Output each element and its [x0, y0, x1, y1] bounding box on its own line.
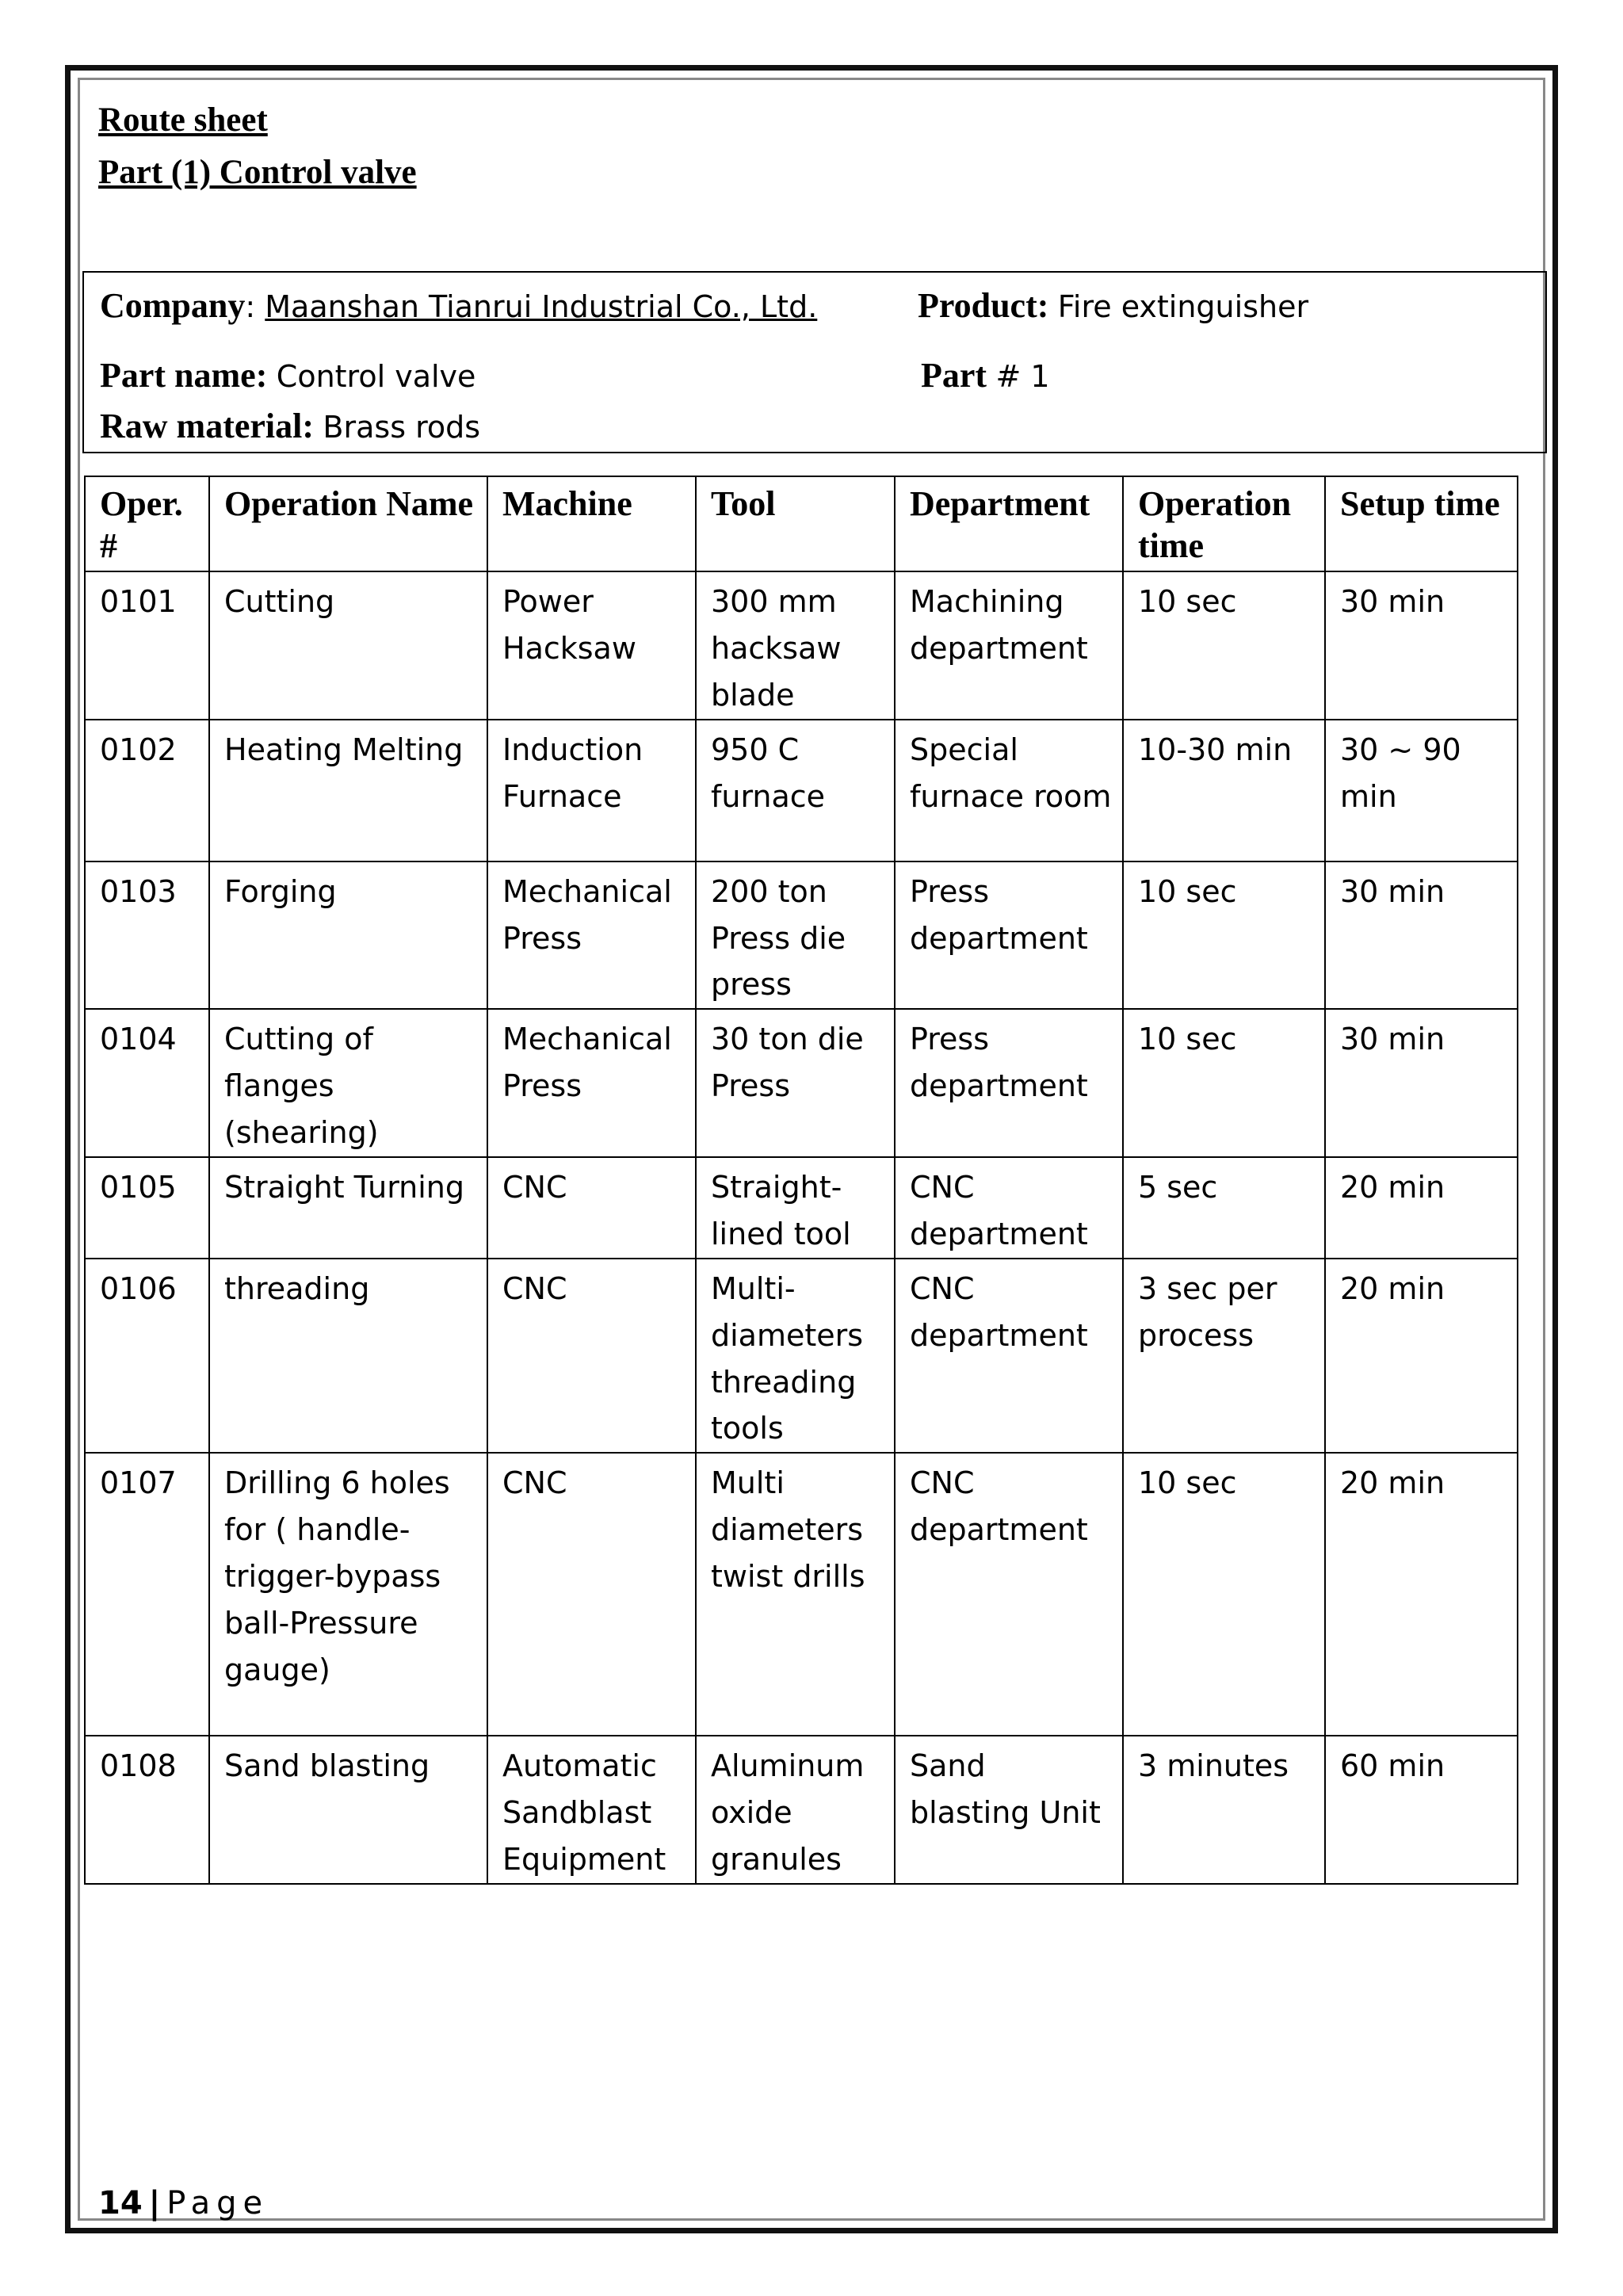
cell-oper-no: 0108 — [85, 1736, 209, 1884]
cell-setup-time: 30 min — [1325, 571, 1518, 720]
raw-material-label: Raw material: — [100, 407, 315, 445]
header-operation-time: Operation time — [1123, 476, 1325, 571]
cell-machine: CNC — [487, 1259, 696, 1454]
page-label: Page — [166, 2185, 269, 2222]
cell-department: CNC department — [895, 1453, 1123, 1736]
cell-operation-time: 10 sec — [1123, 1009, 1325, 1157]
table-row — [85, 1259, 1518, 1454]
header-department: Department — [895, 476, 1123, 571]
cell-operation-name: Cutting of flanges (shearing) — [209, 1009, 487, 1157]
cell-operation-name: Forging — [209, 861, 487, 1010]
part-number-label: Part — [921, 356, 987, 395]
cell-setup-time: 30 min — [1325, 861, 1518, 1010]
table-row — [85, 720, 1518, 861]
cell-department: Press department — [895, 861, 1123, 1010]
header-operation-name: Operation Name — [209, 476, 487, 571]
header-machine: Machine — [487, 476, 696, 571]
table-row — [85, 861, 1518, 1010]
cell-operation-time: 10 sec — [1123, 861, 1325, 1010]
table-row — [85, 1736, 1518, 1884]
table-header-row — [85, 476, 1518, 571]
cell-oper-no: 0106 — [85, 1259, 209, 1454]
cell-tool: Straight-lined tool — [696, 1157, 895, 1259]
cell-tool: 950 C furnace — [696, 720, 895, 861]
cell-oper-no: 0105 — [85, 1157, 209, 1259]
table-row — [85, 571, 1518, 720]
cell-setup-time: 30 ~ 90 min — [1325, 720, 1518, 861]
cell-operation-name: Straight Turning — [209, 1157, 487, 1259]
cell-operation-time: 10-30 min — [1123, 720, 1325, 861]
cell-department: Machining department — [895, 571, 1123, 720]
part-name-line — [100, 358, 475, 393]
cell-tool: Aluminum oxide granules — [696, 1736, 895, 1884]
cell-tool: Multi diameters twist drills — [696, 1453, 895, 1736]
cell-department: CNC department — [895, 1259, 1123, 1454]
cell-oper-no: 0103 — [85, 861, 209, 1010]
part-name-label: Part name: — [100, 356, 268, 395]
cell-tool: 30 ton die Press — [696, 1009, 895, 1157]
product-value: Fire extinguisher — [1057, 289, 1309, 324]
cell-operation-time: 10 sec — [1123, 1453, 1325, 1736]
page-subtitle: Part (1) Control valve — [98, 154, 417, 191]
page-title: Route sheet — [98, 101, 268, 139]
cell-operation-name: Drilling 6 holes for ( handle-trigger-bypass ball-Pressure gauge) — [209, 1453, 487, 1736]
part-name-value: Control valve — [276, 359, 476, 394]
cell-machine: Induction Furnace — [487, 720, 696, 861]
table-row — [85, 1453, 1518, 1736]
header-oper-no: Oper. # — [85, 476, 209, 571]
cell-machine: Mechanical Press — [487, 861, 696, 1010]
cell-machine: CNC — [487, 1453, 696, 1736]
product-label: Product: — [918, 286, 1049, 325]
cell-operation-time: 3 sec per process — [1123, 1259, 1325, 1454]
part-info-box — [82, 271, 1547, 453]
cell-operation-name: threading — [209, 1259, 487, 1454]
table-row — [85, 1157, 1518, 1259]
company-value: Maanshan Tianrui Industrial Co., Ltd. — [265, 289, 818, 324]
part-number-line — [921, 358, 1050, 393]
cell-tool: 200 ton Press die press — [696, 861, 895, 1010]
raw-material-value: Brass rods — [323, 410, 481, 445]
cell-machine: CNC — [487, 1157, 696, 1259]
cell-oper-no: 0102 — [85, 720, 209, 861]
cell-department: Sand blasting Unit — [895, 1736, 1123, 1884]
part-number-value: # 1 — [995, 359, 1050, 394]
cell-setup-time: 60 min — [1325, 1736, 1518, 1884]
cell-operation-time: 10 sec — [1123, 571, 1325, 720]
route-table — [84, 476, 1518, 1885]
page-number: 14 — [98, 2185, 143, 2222]
cell-operation-name: Cutting — [209, 571, 487, 720]
page-footer — [98, 2185, 269, 2222]
company-label: Company — [100, 286, 246, 325]
cell-department: Press department — [895, 1009, 1123, 1157]
cell-setup-time: 20 min — [1325, 1259, 1518, 1454]
cell-oper-no: 0104 — [85, 1009, 209, 1157]
cell-operation-time: 5 sec — [1123, 1157, 1325, 1259]
cell-operation-name: Sand blasting — [209, 1736, 487, 1884]
table-row — [85, 1009, 1518, 1157]
cell-department: Special furnace room — [895, 720, 1123, 861]
cell-operation-name: Heating Melting — [209, 720, 487, 861]
cell-machine: Mechanical Press — [487, 1009, 696, 1157]
header-tool: Tool — [696, 476, 895, 571]
product-line — [918, 288, 1308, 323]
cell-department: CNC department — [895, 1157, 1123, 1259]
cell-operation-time: 3 minutes — [1123, 1736, 1325, 1884]
cell-setup-time: 30 min — [1325, 1009, 1518, 1157]
company-line: Company: Maanshan Tianrui Industrial Co., Ltd. — [100, 286, 818, 325]
cell-oper-no: 0101 — [85, 571, 209, 720]
cell-tool: Multi-diameters threading tools — [696, 1259, 895, 1454]
cell-setup-time: 20 min — [1325, 1157, 1518, 1259]
cell-oper-no: 0107 — [85, 1453, 209, 1736]
footer-separator: | — [148, 2185, 161, 2222]
cell-machine: Power Hacksaw — [487, 571, 696, 720]
cell-machine: Automatic Sandblast Equipment — [487, 1736, 696, 1884]
cell-tool: 300 mm hacksaw blade — [696, 571, 895, 720]
header-setup-time: Setup time — [1325, 476, 1518, 571]
cell-setup-time: 20 min — [1325, 1453, 1518, 1736]
raw-material-line — [100, 409, 480, 444]
